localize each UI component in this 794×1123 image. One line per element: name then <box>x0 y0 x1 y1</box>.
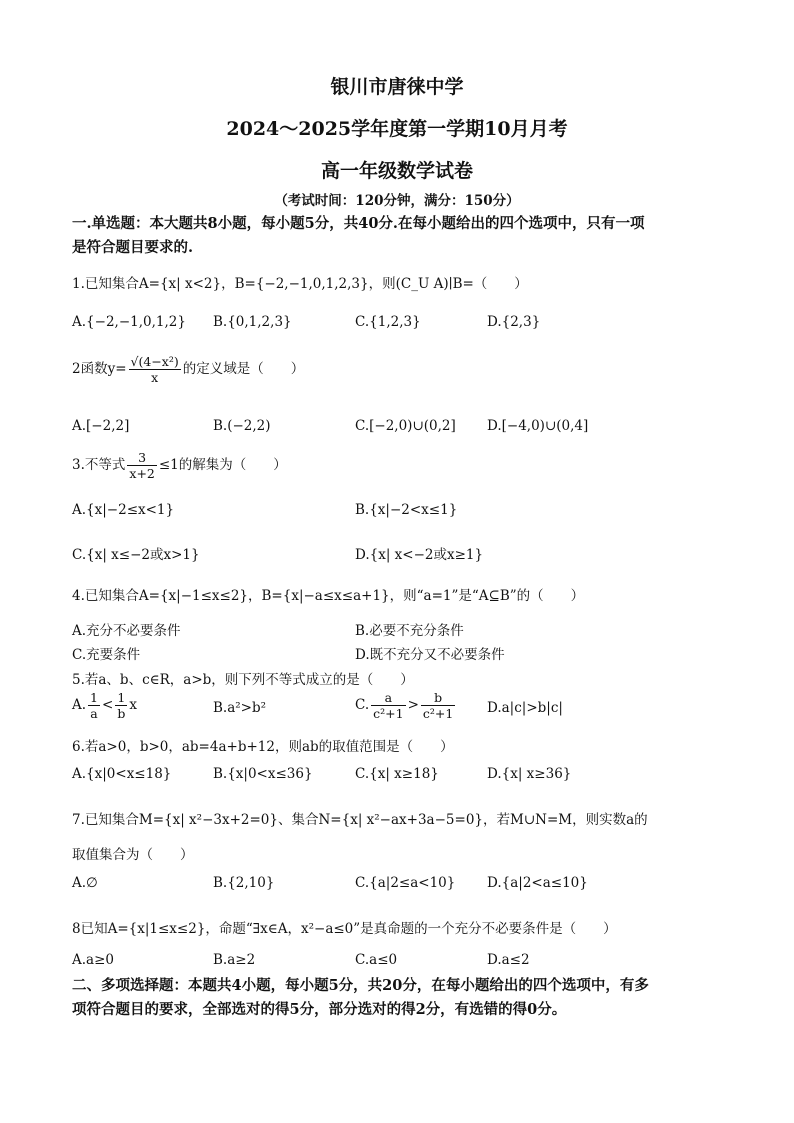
q5-option-d: D.a|c|>b|c| <box>487 700 563 716</box>
q3-option-b: B.{x|−2<x≤1} <box>355 502 458 518</box>
question-5: 5.若a、b、c∈R，a>b，则下列不等式成立的是（ ） <box>72 672 414 688</box>
q8-option-b: B.a≥2 <box>213 952 256 968</box>
q2-option-c: C.[−2,0)∪(0,2] <box>355 418 456 434</box>
q6-option-d: D.{x| x≥36} <box>487 766 572 782</box>
question-2: 2函数y= $\frac{\text{√(4−x²)}}{x}$ 的定义域是（ ） <box>72 354 305 385</box>
q4-option-b: B.必要不充分条件 <box>355 623 464 639</box>
subject-title: 高一年级数学试卷 <box>320 160 473 182</box>
q3-fraction: $\frac{3}{x+2}$ <box>129 450 155 481</box>
q2-fraction: $\frac{\text{√(4−x²)}}{x}$ <box>130 354 179 385</box>
question-8: 8已知A={x|1≤x≤2}，命题“∃x∈A，x²−a≤0”是真命题的一个充分不必要条件是（ ） <box>72 921 617 937</box>
q1-option-a: A.{−2,−1,0,1,2} <box>72 314 186 330</box>
term-title: 2024～2025学年度第一学期10月月考 <box>226 118 568 140</box>
q4-option-a: A.充分不必要条件 <box>72 623 181 639</box>
q3-option-d: D.{x| x<−2或x≥1} <box>355 547 484 563</box>
q3-option-a: A.{x|−2≤x<1} <box>72 502 175 518</box>
q5-option-b: B.a²>b² <box>213 700 267 716</box>
q8-option-c: C.a≤0 <box>355 952 398 968</box>
q1-option-d: D.{2,3} <box>487 314 541 330</box>
q1-option-c: C.{1,2,3} <box>355 314 421 330</box>
question-1: 1.已知集合A={x| x<2}，B={−2,−1,0,1,2,3}，则(C_U A)∣B=（ ） <box>72 276 528 292</box>
q2-option-d: D.[−4,0)∪(0,4] <box>487 418 589 434</box>
q7-option-c: C.{a|2≤a<10} <box>355 875 456 891</box>
q6-option-b: B.{x|0<x≤36} <box>213 766 313 782</box>
school-title: 银川市唐徕中学 <box>330 76 464 98</box>
exam-info: （考试时间：120分钟，满分：150分） <box>274 193 520 209</box>
q4-option-d: D.既不充分又不必要条件 <box>355 647 505 663</box>
q5-option-c: C. $\frac{a}{\text{c²+1}}$ > $\frac{b}{\text{c²+1}}$ <box>355 690 454 721</box>
question-3: 3.不等式 $\frac{3}{x+2}$ ≤1的解集为（ ） <box>72 450 287 481</box>
q1-option-b: B.{0,1,2,3} <box>213 314 292 330</box>
q5-option-a: A. $\frac{1}{a}$ < $\frac{1}{b}$ x <box>72 690 137 721</box>
q2-option-a: A.[−2,2] <box>72 418 130 434</box>
q4-option-c: C.充要条件 <box>72 647 141 663</box>
q7-option-b: B.{2,10} <box>213 875 275 891</box>
question-6: 6.若a>0，b>0，ab=4a+b+12，则ab的取值范围是（ ） <box>72 739 454 755</box>
q2-option-b: B.(−2,2) <box>213 418 271 434</box>
question-7: 7.已知集合M={x| x²−3x+2=0}、集合N={x| x²−ax+3a−5=0}，若M∪N=M，则实数a的 <box>72 812 648 828</box>
question-7-continued: 取值集合为（ ） <box>72 847 194 863</box>
q6-option-a: A.{x|0<x≤18} <box>72 766 172 782</box>
section2-heading: 二、多项选择题：本题共4小题，每小题5分，共20分，在每小题给出的四个选项中，有多 项符合题目的要求，全部选对的得5分，部分选对的得2分，有选错的得0分。 <box>72 977 649 1018</box>
q7-option-a: A.∅ <box>72 875 98 891</box>
q8-option-d: D.a≤2 <box>487 952 530 968</box>
q3-option-c: C.{x| x≤−2或x>1} <box>72 547 200 563</box>
q6-option-c: C.{x| x≥18} <box>355 766 439 782</box>
section1-heading: 一.单选题：本大题共8小题，每小题5分，共40分.在每小题给出的四个选项中，只有一项 是符合题目要求的. <box>72 215 645 256</box>
question-4: 4.已知集合A={x|−1≤x≤2}，B={x|−a≤x≤a+1}，则“a=1”是“A⊆B”的（ ） <box>72 588 585 604</box>
q7-option-d: D.{a|2<a≤10} <box>487 875 588 891</box>
q8-option-a: A.a≥0 <box>72 952 114 968</box>
